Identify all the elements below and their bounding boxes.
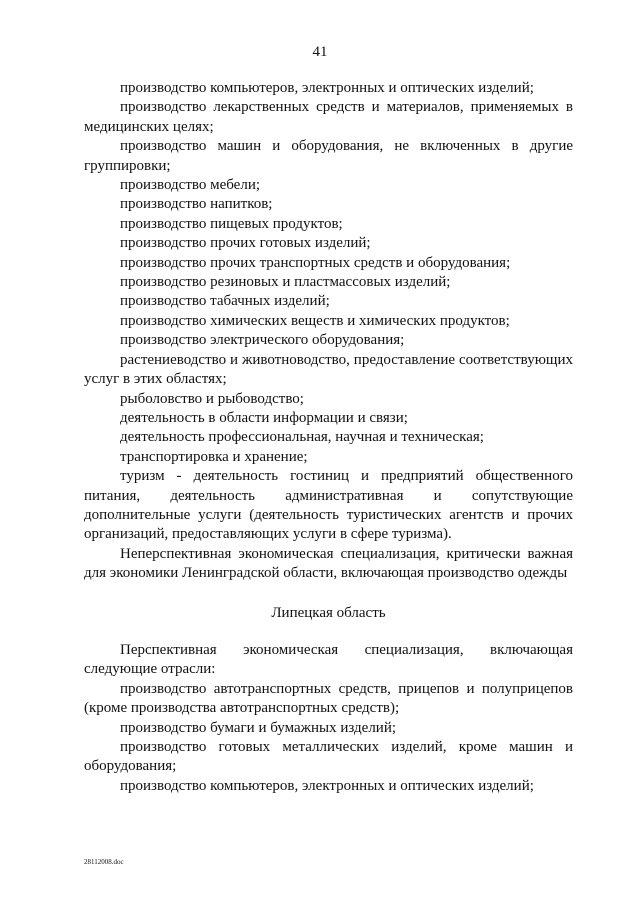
list-item: производство готовых металлических изделий, кроме машин и оборудования;: [84, 739, 573, 775]
list-item: производство прочих транспортных средств и оборудования;: [120, 254, 511, 271]
list-item: производство компьютеров, электронных и оптических изделий;: [120, 80, 534, 96]
list-item: деятельность профессиональная, научная и техническая;: [120, 429, 484, 446]
list-item: производство напитков;: [120, 196, 273, 213]
list-item: производство химических веществ и химических продуктов;: [120, 312, 510, 329]
list-item: производство пищевых продуктов;: [120, 215, 343, 232]
list-item: производство табачных изделий;: [120, 293, 330, 310]
list-item: производство компьютеров, электронных и оптических изделий;: [120, 777, 534, 794]
paragraph-nonprospective: Неперспективная экономическая специализация, критически важная для экономики Ленинградской области, включающая производство одежды: [84, 545, 573, 582]
document-body: [84, 79, 573, 796]
list-item: транспортировка и хранение;: [120, 448, 308, 465]
list-item: рыболовство и рыбоводство;: [120, 390, 304, 407]
list-item: туризм - деятельность гостиниц и предприятий общественного питания, деятельность административная и сопутствующие дополнительные услуги (деятельность туристических агентств и прочих организаций, предоставляющих услуги в сфере туризма).: [84, 468, 573, 543]
paragraph-prospective: Перспективная экономическая специализация, включающая следующие отрасли:: [84, 641, 573, 678]
list-item: производство лекарственных средств и материалов, применяемых в медицинских целях;: [84, 99, 573, 135]
list-item: деятельность в области информации и связи;: [120, 409, 408, 426]
file-name-footer: 28112008.doc: [84, 858, 124, 866]
page-number: 41: [312, 44, 328, 60]
list-item: производство резиновых и пластмассовых изделий;: [120, 274, 451, 291]
list-item: производство бумаги и бумажных изделий;: [120, 719, 397, 736]
list-item: производство машин и оборудования, не включенных в другие группировки;: [84, 138, 573, 174]
list-item: растениеводство и животноводство, предоставление соответствующих услуг в этих областях;: [84, 351, 573, 388]
region-heading: Липецкая область: [271, 604, 386, 621]
list-item: производство автотранспортных средств, прицепов и полуприцепов (кроме производства автотранспортных средств);: [84, 680, 573, 717]
list-item: производство электрического оборудования;: [120, 332, 405, 349]
list-item: производство мебели;: [120, 177, 261, 194]
list-item: производство прочих готовых изделий;: [120, 235, 371, 252]
